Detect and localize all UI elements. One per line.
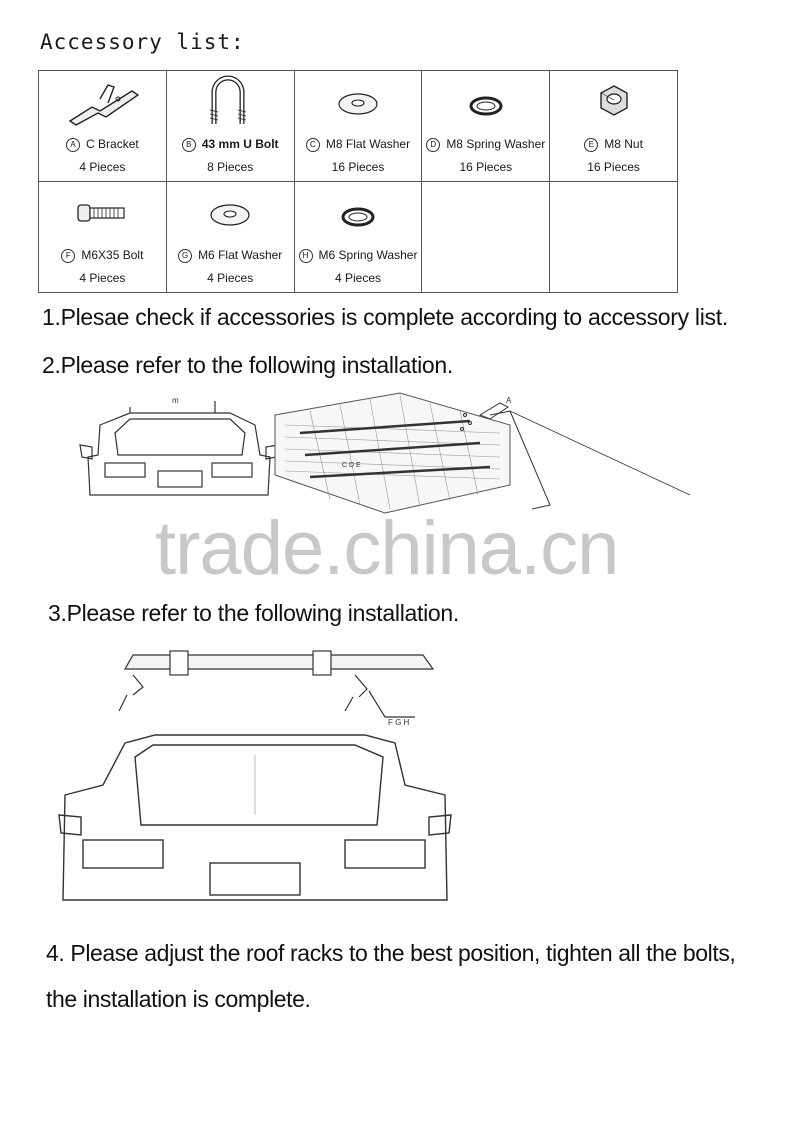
item-letter: B	[182, 138, 196, 152]
accessory-list-title: Accessory list:	[40, 30, 245, 54]
nut-icon	[594, 82, 634, 122]
item-letter: F	[61, 249, 75, 263]
item-quantity: 4 Pieces	[79, 271, 126, 285]
item-letter: A	[66, 138, 80, 152]
item-quantity: 4 Pieces	[334, 271, 381, 285]
roof-rack-drawing	[275, 393, 690, 513]
item-letter: H	[299, 249, 313, 263]
accessory-cell-h	[294, 182, 422, 293]
accessory-cell-b	[166, 71, 294, 182]
accessory-cell-d	[422, 71, 550, 182]
c-bracket-icon	[62, 77, 142, 127]
item-name: M6X35 Bolt	[81, 248, 144, 262]
step-3-text: 3.Please refer to the following installation.	[48, 600, 459, 626]
step-4-text: 4. Please adjust the roof racks to the best position, tighten all the bolts, the installation is complete.	[46, 940, 736, 1012]
item-letter: E	[584, 138, 598, 152]
bolt-icon	[72, 198, 132, 228]
roof-rack-bar-drawing	[119, 651, 433, 717]
item-name: M8 Nut	[604, 137, 643, 151]
item-letter: C	[306, 138, 320, 152]
item-name: M6 Flat Washer	[198, 248, 283, 262]
accessory-cell-empty-1	[422, 182, 550, 293]
accessory-cell-empty-2	[550, 182, 678, 293]
u-bolt-icon	[200, 74, 260, 130]
item-letter: G	[178, 249, 192, 263]
item-name: M8 Flat Washer	[325, 137, 411, 151]
flat-washer-icon	[333, 84, 383, 120]
accessory-cell-f	[39, 182, 167, 293]
figure-label-m: m	[172, 396, 179, 405]
accessory-cell-e	[550, 71, 678, 182]
item-quantity: 16 Pieces	[331, 160, 385, 174]
accessory-cell-g	[166, 182, 294, 293]
car-rear-large-drawing	[59, 735, 451, 900]
item-quantity: 8 Pieces	[207, 160, 254, 174]
item-name: C Bracket	[86, 137, 139, 151]
spring-washer-icon	[461, 84, 511, 120]
installation-figure-2	[55, 645, 475, 910]
spring-washer-icon	[333, 195, 383, 231]
item-letter: D	[426, 138, 440, 152]
accessory-table	[38, 70, 678, 293]
item-name: M8 Spring Washer	[446, 137, 546, 151]
item-quantity: 16 Pieces	[459, 160, 513, 174]
step-2-text: 2.Please refer to the following installation.	[42, 352, 453, 378]
watermark: trade.china.cn	[155, 506, 619, 591]
flat-washer-icon	[205, 195, 255, 231]
figure-label-a: A	[506, 396, 512, 405]
item-quantity: 16 Pieces	[587, 160, 640, 174]
figure-label-fgh: F G H	[388, 718, 410, 727]
accessory-cell-a	[39, 71, 167, 182]
item-name: 43 mm U Bolt	[201, 137, 279, 151]
figure-label-cde: C D E	[342, 462, 361, 469]
item-quantity: 4 Pieces	[79, 160, 126, 174]
item-quantity: 4 Pieces	[207, 271, 254, 285]
car-rear-small-drawing	[80, 401, 278, 495]
accessory-cell-c	[294, 71, 422, 182]
step-1-text: 1.Plesae check if accessories is complete according to accessory list.	[42, 304, 728, 330]
item-name: M6 Spring Washer	[318, 248, 418, 262]
